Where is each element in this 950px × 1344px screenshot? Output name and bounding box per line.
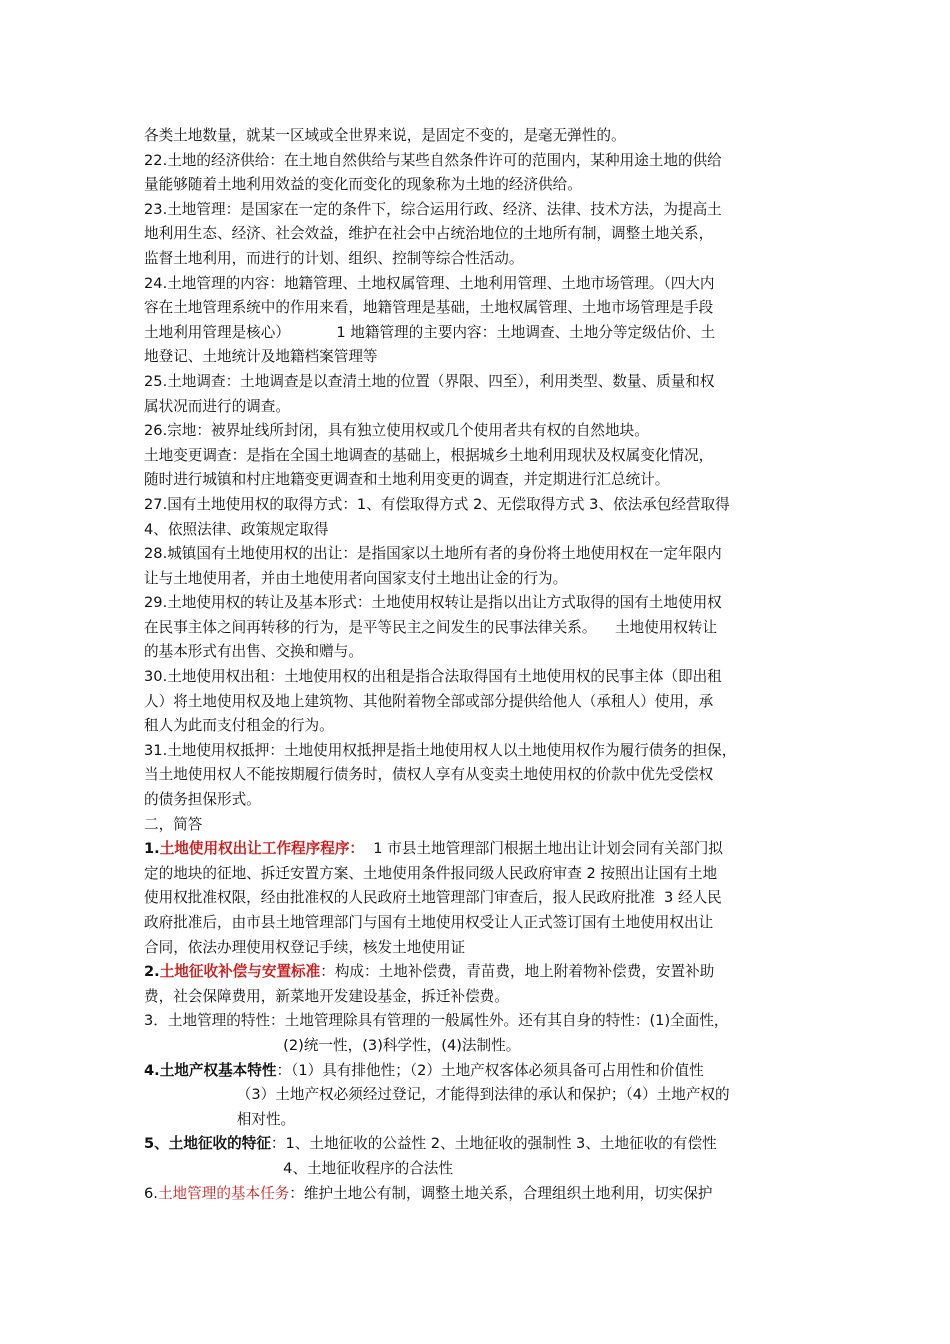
- text-line: [144, 518, 810, 543]
- text-line: [144, 296, 810, 321]
- line-text: 地利用生态、经济、社会效益，维护在社会中占统治地位的土地所有制，调整土地关系，: [144, 225, 714, 243]
- text-line: [144, 936, 810, 961]
- item-heading: 土地产权基本特性: [159, 1061, 277, 1079]
- line-text: 使用权批准权限，经由批准权的人民政府土地管理部门审查后，报人民政府批准 3 经人民: [144, 889, 722, 907]
- line-text: 的基本形式有出售、交换和赠与。: [144, 643, 363, 661]
- text-line: [144, 690, 810, 715]
- text-line: [144, 124, 810, 149]
- line-text: 3．土地管理的特性：土地管理除具有管理的一般属性外。还有其自身的特性：(1)全面性，: [144, 1012, 729, 1030]
- line-text: 4、土地征收程序的合法性: [144, 1159, 453, 1177]
- line-text: 地登记、土地统计及地籍档案管理等: [144, 348, 378, 366]
- line-text: 属状况而进行的调查。: [144, 397, 290, 415]
- line-text: 30.土地使用权出租：土地使用权的出租是指合法取得国有土地使用权的民事主体（即出租: [144, 668, 722, 686]
- line-text: 26.宗地：被界址线所封闭，具有独立使用权或几个使用者共有权的自然地块。: [144, 422, 649, 440]
- item-heading: 土地征收补偿与安置标准: [159, 963, 321, 981]
- line-text: ：维护土地公有制，调整土地关系，合理组织土地利用，切实保护: [289, 1184, 713, 1202]
- text-line: [144, 739, 810, 764]
- line-text: 定的地块的征地、拆迁安置方案、土地使用条件报同级人民政府审查 2 按照出让国有土地: [144, 864, 718, 882]
- line-text: 人）将土地使用权及地上建筑物、其他附着物全部或部分提供给他人（承租人）使用，承: [144, 692, 714, 710]
- document-page: [144, 124, 810, 1206]
- text-line: [144, 247, 810, 272]
- line-text: ：构成：土地补偿费，青苗费，地上附着物补偿费，安置补助: [320, 963, 715, 981]
- item-number: 1.: [144, 840, 160, 858]
- line-text: 监督土地利用，而进行的计划、组织、控制等综合性活动。: [144, 249, 524, 267]
- item-number: 6.: [144, 1184, 158, 1202]
- line-text: 28.城镇国有土地使用权的出让：是指国家以土地所有者的身份将土地使用权在一定年限内: [144, 545, 722, 563]
- text-line: [144, 862, 810, 887]
- item-number: 5、: [144, 1135, 169, 1153]
- line-text: 22.土地的经济供给：在土地自然供给与某些自然条件许可的范围内，某种用途土地的供给: [144, 151, 722, 169]
- line-text: 土地利用管理是核心） 1 地籍管理的主要内容：土地调查、土地分等定级估价、土: [144, 323, 716, 341]
- text-line: [144, 173, 810, 198]
- line-text: 土地变更调查：是指在全国土地调查的基础上，根据城乡土地利用现状及权属变化情况，: [144, 446, 714, 464]
- line-text: 量能够随着土地利用效益的变化而变化的现象称为土地的经济供给。: [144, 176, 582, 194]
- text-line: [144, 1108, 810, 1133]
- text-line: [144, 985, 810, 1010]
- line-text: 25.土地调查：土地调查是以查清土地的位置（界限、四至），利用类型、数量、质量和权: [144, 372, 715, 390]
- text-line: [144, 542, 810, 567]
- line-text: 23.土地管理：是国家在一定的条件下，综合运用行政、经济、法律、技术方法，为提高土: [144, 200, 722, 218]
- text-line: [144, 345, 810, 370]
- line-text: 27.国有土地使用权的取得方式：1、有偿取得方式 2、无偿取得方式 3、依法承包经营取得: [144, 495, 730, 513]
- text-line: [144, 493, 810, 518]
- text-line: [144, 591, 810, 616]
- line-text: ：1、土地征收的公益性 2、土地征收的强制性 3、土地征收的有偿性: [270, 1135, 717, 1153]
- line-text: 政府批准后，由市县土地管理部门与国有土地使用权受让人正式签订国有土地使用权出让: [144, 914, 714, 931]
- line-text: （3）土地产权必须经过登记，才能得到法律的承认和保护；（4）土地产权的: [144, 1086, 730, 1104]
- item-number: 2.: [144, 963, 160, 981]
- line-text: 随时进行城镇和村庄地籍变更调查和土地利用变更的调查，并定期进行汇总统计。: [144, 471, 670, 489]
- text-line: [144, 149, 810, 174]
- line-text: 让与土地使用者，并由土地使用者向国家支付土地出让金的行为。: [144, 569, 568, 587]
- line-text: (2)统一性，(3)科学性，(4)法制性。: [144, 1036, 521, 1054]
- item-number: 4.: [144, 1061, 160, 1079]
- text-line: [144, 1059, 810, 1084]
- text-line: [144, 763, 810, 788]
- text-line: [144, 444, 810, 469]
- line-text: 24.土地管理的内容：地籍管理、土地权属管理、土地利用管理、土地市场管理。（四大内: [144, 274, 715, 292]
- text-line: [144, 616, 810, 641]
- text-line: [144, 1034, 810, 1059]
- line-text: 4、依照法律、政策规定取得: [144, 520, 329, 538]
- text-line: [144, 272, 810, 297]
- line-text: 31.土地使用权抵押：土地使用权抵押是指土地使用权人以土地使用权作为履行债务的担保，: [144, 741, 737, 759]
- text-line: [144, 1157, 810, 1182]
- line-text: 各类土地数量，就某一区域或全世界来说，是固定不变的，是毫无弹性的。: [144, 127, 626, 144]
- text-line: [144, 665, 810, 690]
- text-line: [144, 1009, 810, 1034]
- line-text: 在民事主体之间再转移的行为，是平等民主之间发生的民事法律关系。 土地使用权转让: [144, 618, 718, 636]
- text-line: [144, 1182, 810, 1207]
- text-line: [144, 370, 810, 395]
- line-text: 1 市县土地管理部门根据土地出让计划会同有关部门拟: [364, 840, 723, 858]
- line-text: 容在土地管理系统中的作用来看，地籍管理是基础，土地权属管理、土地市场管理是手段: [144, 299, 714, 317]
- text-line: [144, 714, 810, 739]
- text-line: [144, 1132, 810, 1157]
- line-text: 合同，依法办理使用权登记手续，核发土地使用证: [144, 938, 466, 956]
- line-text: 29.土地使用权的转让及基本形式：土地使用权转让是指以出让方式取得的国有土地使用权: [144, 594, 722, 612]
- line-text: 租人为此而支付租金的行为。: [144, 717, 334, 735]
- item-heading: 土地使用权出让工作程序程序：: [159, 840, 365, 858]
- text-line: [144, 468, 810, 493]
- line-text: 二，简答: [144, 815, 203, 833]
- item-heading: 土地管理的基本任务: [157, 1184, 290, 1202]
- text-line: [144, 1083, 810, 1108]
- line-text: 费，社会保障费用，新菜地开发建设基金，拆迁补偿费。: [144, 987, 509, 1005]
- text-line: [144, 837, 810, 862]
- line-text: 的债务担保形式。: [144, 791, 261, 809]
- text-line: [144, 886, 810, 911]
- text-line: [144, 640, 810, 665]
- line-text: 相对性。: [144, 1110, 296, 1128]
- text-line: [144, 813, 810, 838]
- text-line: [144, 198, 810, 223]
- text-line: [144, 395, 810, 420]
- text-line: [144, 911, 810, 936]
- item-heading: 土地征收的特征: [168, 1135, 271, 1153]
- text-line: [144, 419, 810, 444]
- line-text: 当土地使用权人不能按期履行债务时，债权人享有从变卖土地使用权的价款中优先受偿权: [144, 766, 714, 784]
- line-text: ：（1）具有排他性；（2）土地产权客体必须具备可占用性和价值性: [276, 1061, 704, 1079]
- text-line: [144, 960, 810, 985]
- text-line: [144, 788, 810, 813]
- text-line: [144, 321, 810, 346]
- text-line: [144, 567, 810, 592]
- text-line: [144, 222, 810, 247]
